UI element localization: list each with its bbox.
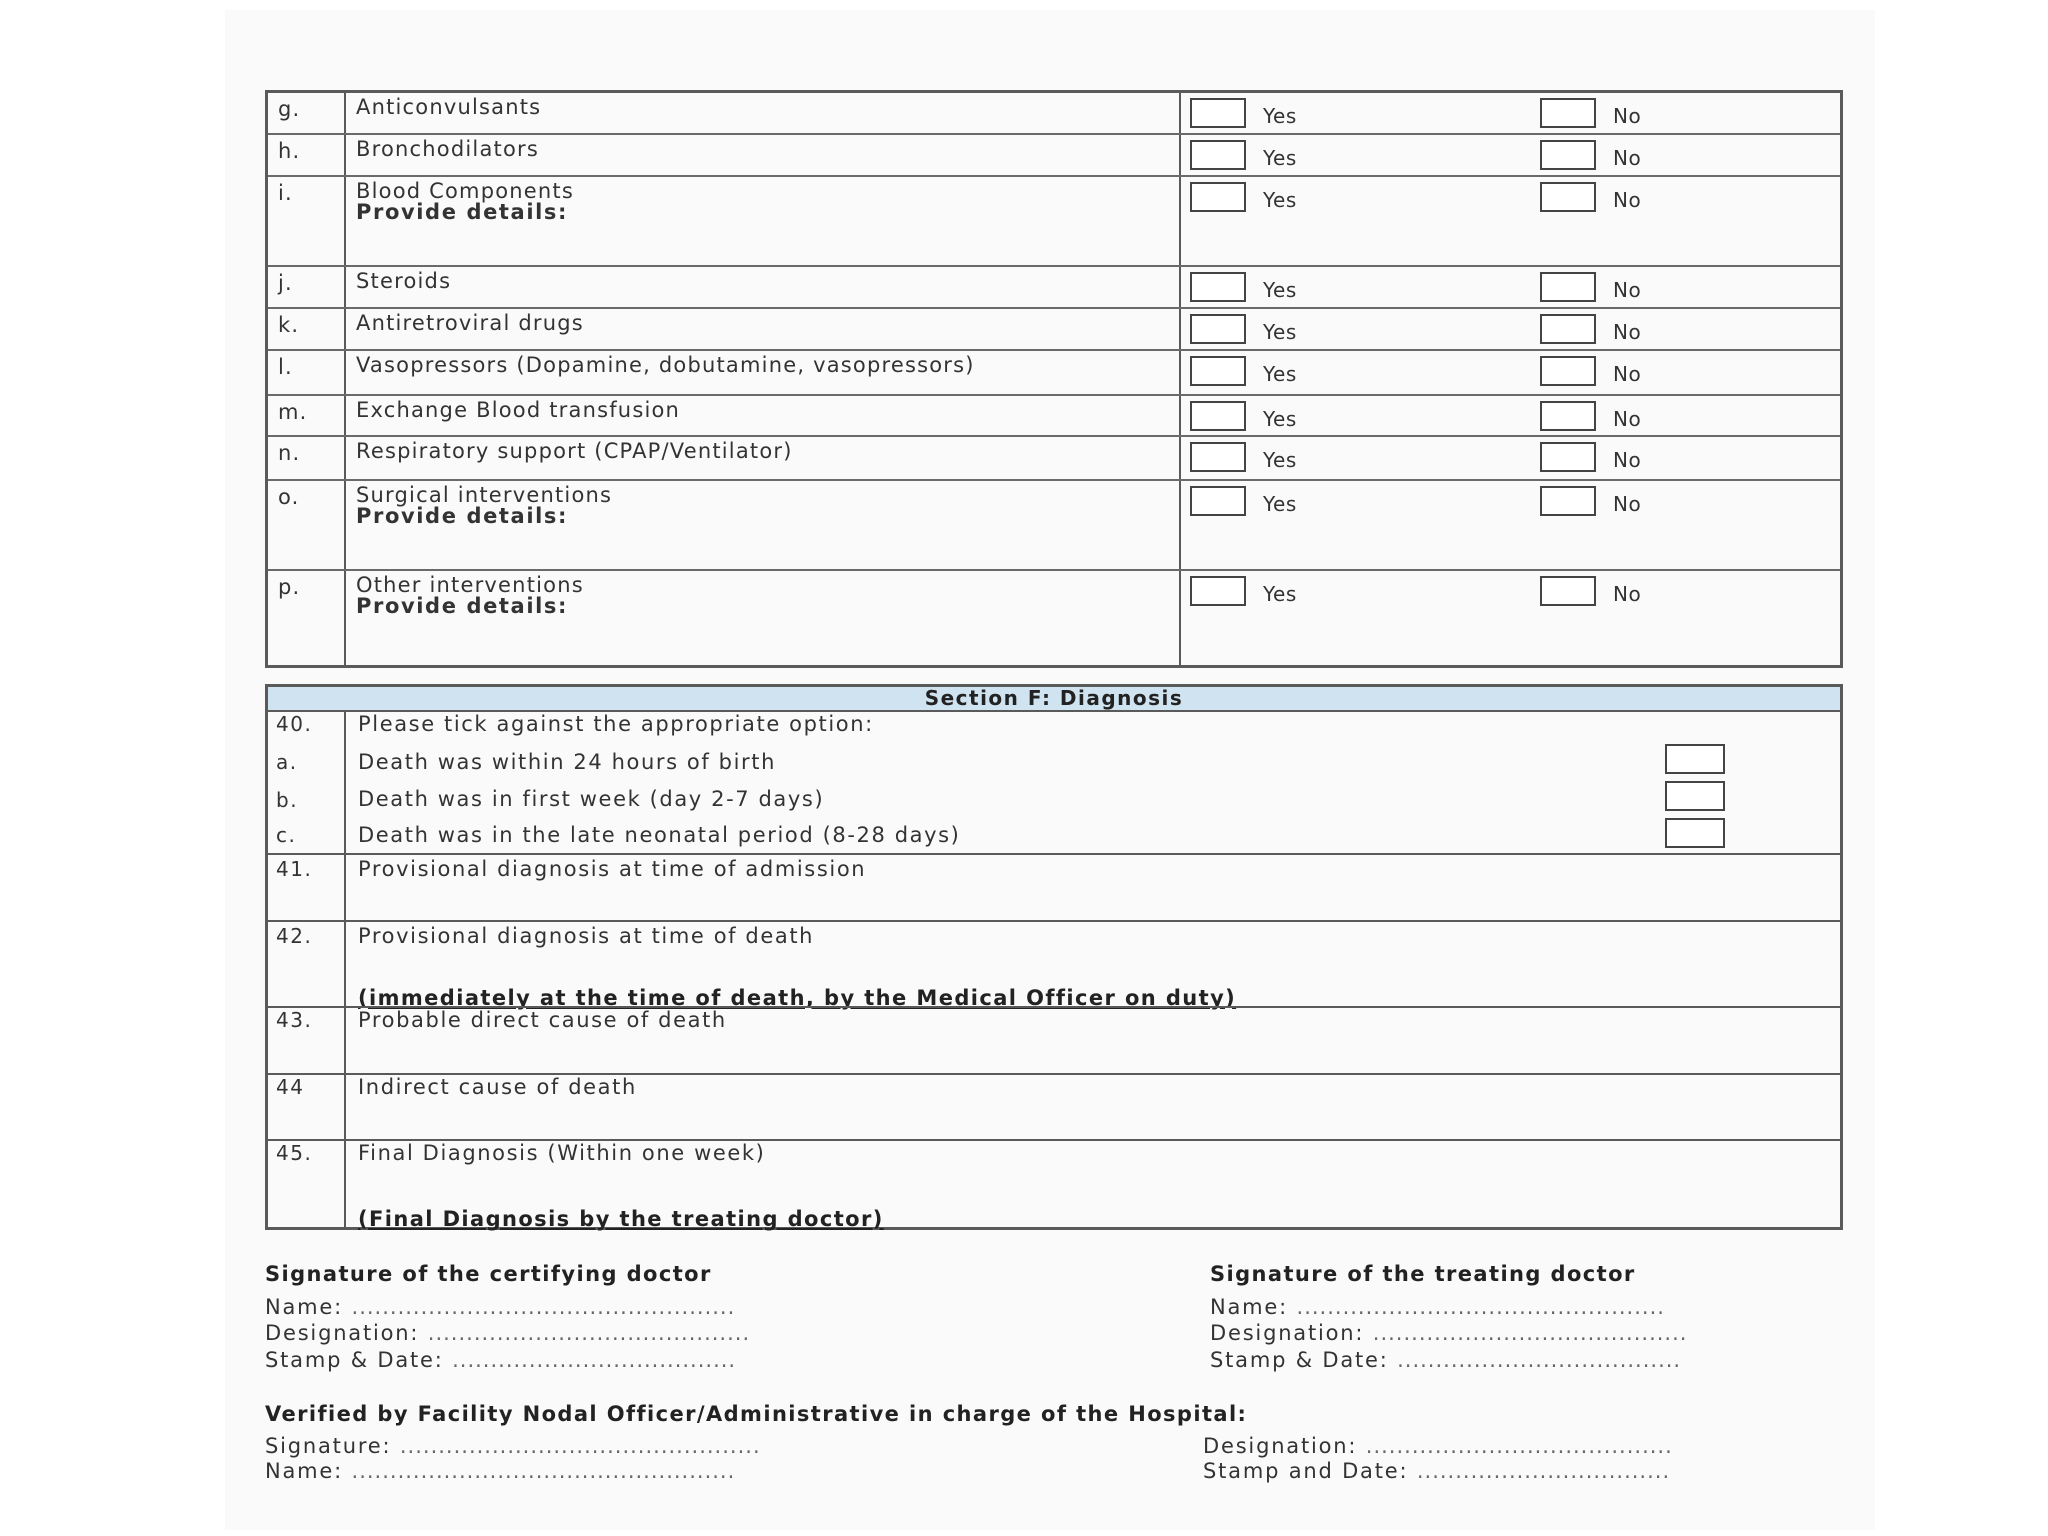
q41-text: Provisional diagnosis at time of admission [358,857,867,881]
verified-heading: Verified by Facility Nodal Officer/Administrative in charge of the Hospital: [265,1402,1248,1426]
intervention-row [268,394,1840,437]
intervention-letter: o. [278,485,300,509]
intervention-cell [356,571,1176,667]
q41-number: 41. [276,857,313,881]
intervention-row [268,133,1840,177]
verified-name-label: Name: [265,1459,344,1483]
q44-number: 44 [276,1075,305,1099]
yes-checkbox[interactable] [1190,401,1246,431]
no-checkbox[interactable] [1540,98,1596,128]
q41-row [268,853,1840,922]
treating-stamp-label: Stamp & Date: [1210,1348,1389,1372]
intervention-row [268,93,1840,133]
q45-note: (Final Diagnosis by the treating doctor) [358,1207,884,1231]
intervention-letter: j. [278,271,293,295]
no-checkbox[interactable] [1540,486,1596,516]
q43-number: 43. [276,1008,313,1032]
no-label: No [1613,492,1642,516]
q40-option-letter: c. [276,823,297,847]
yes-checkbox[interactable] [1190,98,1246,128]
intervention-letter: m. [278,400,308,424]
treating-designation-label: Designation: [1210,1321,1365,1345]
no-checkbox[interactable] [1540,356,1596,386]
interventions-table [265,90,1843,668]
yes-label: Yes [1263,582,1297,606]
certifying-name-field[interactable]: Name: .................................................. [265,1295,736,1319]
intervention-letter: i. [278,181,293,205]
intervention-cell [356,396,1176,437]
q40-option-b-checkbox[interactable] [1665,781,1725,811]
no-label: No [1613,188,1642,212]
diagnosis-table [265,684,1843,1230]
certifying-stamp-label: Stamp & Date: [265,1348,444,1372]
provide-details-label: Provide details: [356,594,569,618]
verified-stamp-field[interactable]: Stamp and Date: ................................. [1203,1459,1671,1483]
no-label: No [1613,362,1642,386]
intervention-letter: n. [278,441,301,465]
no-label: No [1613,320,1642,344]
yes-label: Yes [1263,448,1297,472]
q40-number: 40. [276,712,313,736]
certifying-name-label: Name: [265,1295,344,1319]
q42-text: Provisional diagnosis at time of death [358,924,815,948]
intervention-label: Bronchodilators [356,137,539,161]
intervention-label: Anticonvulsants [356,95,542,119]
section-f-title: Section F: Diagnosis [268,687,1840,712]
intervention-label: Antiretroviral drugs [356,311,584,335]
intervention-letter: h. [278,139,301,163]
intervention-cell [356,309,1176,351]
verified-designation-label: Designation: [1203,1434,1358,1458]
intervention-row [268,175,1840,267]
q45-number: 45. [276,1141,313,1165]
intervention-label: Vasopressors (Dopamine, dobutamine, vasopressors) [356,353,975,377]
verified-name-field[interactable]: Name: .................................................. [265,1459,736,1483]
intervention-letter: g. [278,97,301,121]
intervention-label: Respiratory support (CPAP/Ventilator) [356,439,793,463]
intervention-letter: l. [278,355,293,379]
q40-option-text: Death was in the late neonatal period (8-28 days) [358,823,961,847]
certifying-doctor-heading: Signature of the certifying doctor [265,1262,712,1286]
q45-row [268,1139,1840,1229]
intervention-row [268,435,1840,481]
yes-checkbox[interactable] [1190,442,1246,472]
verified-signature-field[interactable]: Signature: ............................................... [265,1434,761,1458]
intervention-row [268,569,1840,667]
intervention-cell [356,267,1176,309]
intervention-cell [356,135,1176,177]
no-label: No [1613,278,1642,302]
no-checkbox[interactable] [1540,576,1596,606]
q42-number: 42. [276,924,313,948]
q40-option-letter: b. [276,788,299,812]
q42-note: (immediately at the time of death, by the Medical Officer on duty) [358,986,1237,1010]
q40-option-a-checkbox[interactable] [1665,744,1725,774]
intervention-letter: p. [278,575,301,599]
verified-designation-field[interactable]: Designation: ........................................ [1203,1434,1673,1458]
no-checkbox[interactable] [1540,182,1596,212]
no-label: No [1613,146,1642,170]
yes-label: Yes [1263,104,1297,128]
yes-label: Yes [1263,362,1297,386]
intervention-cell [356,437,1176,481]
q40-text: Please tick against the appropriate option: [358,712,874,736]
intervention-label: Exchange Blood transfusion [356,398,681,422]
yes-checkbox[interactable] [1190,486,1246,516]
certifying-stamp-field[interactable]: Stamp & Date: ..................................... [265,1348,737,1372]
intervention-label: Other interventions [356,573,584,597]
intervention-cell [356,481,1176,571]
treating-stamp-field[interactable]: Stamp & Date: ..................................... [1210,1348,1682,1372]
q44-text: Indirect cause of death [358,1075,637,1099]
intervention-label: Blood Components [356,179,575,203]
yes-checkbox[interactable] [1190,356,1246,386]
yes-label: Yes [1263,188,1297,212]
no-checkbox[interactable] [1540,140,1596,170]
no-label: No [1613,407,1642,431]
intervention-row [268,307,1840,351]
yes-checkbox[interactable] [1190,182,1246,212]
yes-label: Yes [1263,278,1297,302]
intervention-cell [356,351,1176,396]
intervention-label: Surgical interventions [356,483,613,507]
intervention-cell [356,93,1176,133]
treating-name-label: Name: [1210,1295,1289,1319]
yes-checkbox[interactable] [1190,272,1246,302]
intervention-letter: k. [278,313,300,337]
yes-label: Yes [1263,320,1297,344]
no-checkbox[interactable] [1540,442,1596,472]
verified-stamp-label: Stamp and Date: [1203,1459,1409,1483]
verified-signature-label: Signature: [265,1434,392,1458]
provide-details-label: Provide details: [356,504,569,528]
q40-option-text: Death was within 24 hours of birth [358,750,776,774]
q43-row [268,1006,1840,1075]
no-label: No [1613,104,1642,128]
intervention-label: Steroids [356,269,452,293]
no-label: No [1613,582,1642,606]
yes-checkbox[interactable] [1190,314,1246,344]
intervention-row [268,349,1840,396]
provide-details-label: Provide details: [356,200,569,224]
yes-label: Yes [1263,492,1297,516]
intervention-row [268,479,1840,571]
q40-row [268,710,1840,853]
yes-checkbox[interactable] [1190,576,1246,606]
yes-checkbox[interactable] [1190,140,1246,170]
q43-text: Probable direct cause of death [358,1008,727,1032]
q42-row [268,920,1840,1008]
q40-option-c-checkbox[interactable] [1665,818,1725,848]
certifying-designation-field[interactable]: Designation: .......................................... [265,1321,751,1345]
q40-option-letter: a. [276,750,298,774]
intervention-cell [356,177,1176,267]
no-checkbox[interactable] [1540,401,1596,431]
q44-row [268,1073,1840,1141]
certifying-designation-label: Designation: [265,1321,420,1345]
q45-text: Final Diagnosis (Within one week) [358,1141,766,1165]
intervention-row [268,265,1840,309]
q40-option-text: Death was in first week (day 2-7 days) [358,787,825,811]
yes-label: Yes [1263,407,1297,431]
yes-label: Yes [1263,146,1297,170]
treating-designation-field[interactable]: Designation: ......................................... [1210,1321,1688,1345]
treating-doctor-heading: Signature of the treating doctor [1210,1262,1636,1286]
treating-name-field[interactable]: Name: ................................................ [1210,1295,1665,1319]
no-checkbox[interactable] [1540,314,1596,344]
no-checkbox[interactable] [1540,272,1596,302]
no-label: No [1613,448,1642,472]
